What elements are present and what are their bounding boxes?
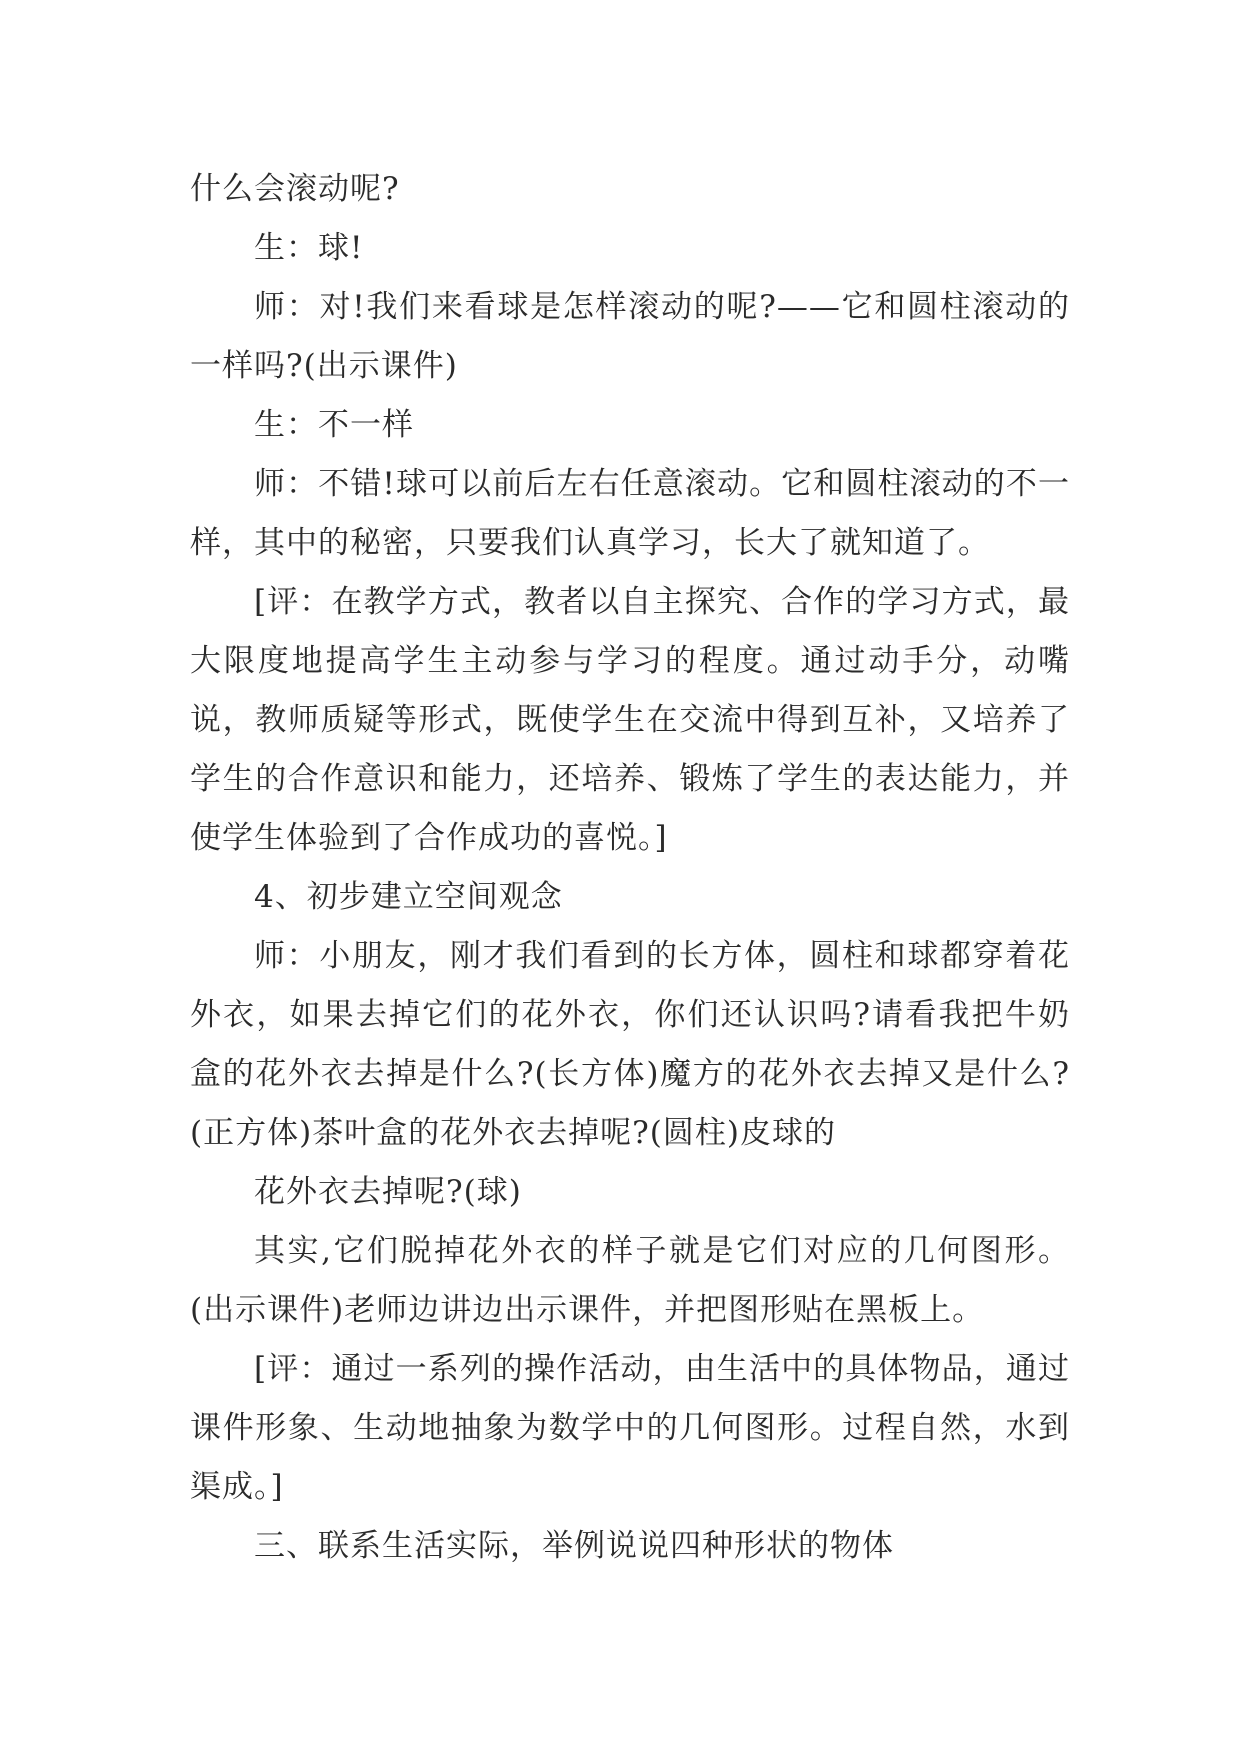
paragraph-5: 师：不错!球可以前后左右任意滚动。它和圆柱滚动的不一样，其中的秘密，只要我们认真学习，长大了就知道了。 (190, 466, 1070, 561)
paragraph-11-comment: [评：通过一系列的操作活动，由生活中的具体物品，通过课件形象、生动地抽象为数学中的几何图形。过程自然，水到渠成。] (190, 1351, 1070, 1505)
paragraph-1: 什么会滚动呢? (190, 171, 400, 207)
paragraph-3: 师：对!我们来看球是怎样滚动的呢?——它和圆柱滚动的一样吗?(出示课件) (190, 289, 1070, 384)
paragraph-4: 生：不一样 (254, 407, 414, 443)
paragraph-12-heading: 三、联系生活实际，举例说说四种形状的物体 (254, 1528, 894, 1564)
paragraph-10: 其实,它们脱掉花外衣的样子就是它们对应的几何图形。(出示课件)老师边讲边出示课件，并把图形贴在黑板上。 (190, 1233, 1070, 1328)
paragraph-8: 师：小朋友，刚才我们看到的长方体，圆柱和球都穿着花外衣，如果去掉它们的花外衣，你们还认识吗?请看我把牛奶盒的花外衣去掉是什么?(长方体)魔方的花外衣去掉又是什么?(正方体)茶叶盒的花外衣去掉呢?(圆柱)皮球的 (190, 938, 1070, 1151)
document-body (190, 160, 1070, 1576)
paragraph-2: 生：球! (254, 230, 364, 266)
paragraph-7-heading: 4、初步建立空间观念 (254, 879, 563, 915)
paragraph-9: 花外衣去掉呢?(球) (254, 1174, 522, 1210)
paragraph-6-comment: [评：在教学方式，教者以自主探究、合作的学习方式，最大限度地提高学生主动参与学习的程度。通过动手分，动嘴说，教师质疑等形式，既使学生在交流中得到互补，又培养了学生的合作意识和能力，还培养、锻炼了学生的表达能力，并使学生体验到了合作成功的喜悦。] (190, 584, 1070, 856)
